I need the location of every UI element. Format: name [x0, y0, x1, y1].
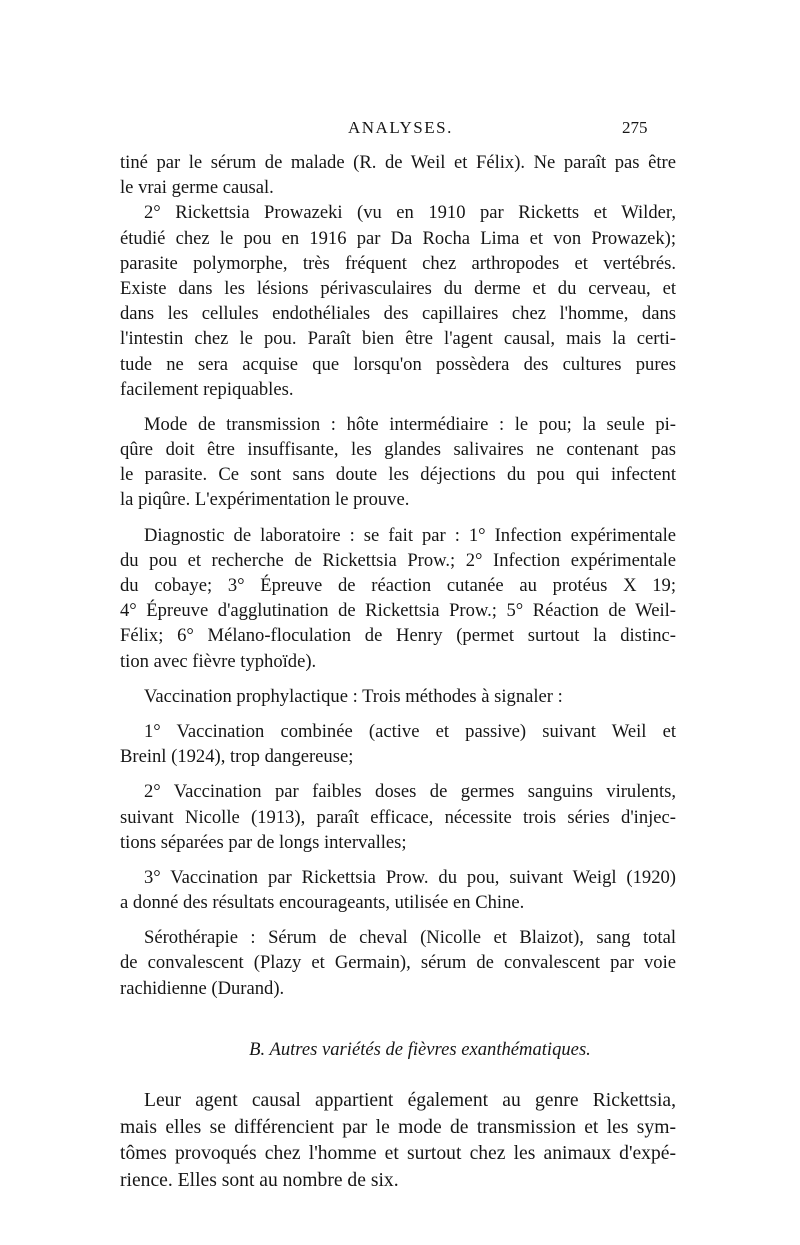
paragraph-continuation — [120, 150, 676, 200]
text-line: suivant Nicolle (1913), paraît efficace, nécessite trois séries d'injec- — [120, 806, 676, 828]
text-line: mais elles se différencient par le mode de transmission et les sym- — [120, 1116, 676, 1138]
paragraph-serotherapie — [120, 925, 676, 1001]
text-line: Leur agent causal appartient également au genre Rickettsia, — [144, 1090, 676, 1111]
paragraph-diagnostic — [120, 523, 676, 674]
text-line: 4° Épreuve d'agglutination de Rickettsia Prow.; 5° Réaction de Weil- — [120, 600, 676, 622]
text-line: Sérothérapie : Sérum de cheval (Nicolle et Blaizot), sang total — [144, 927, 676, 949]
text-line: le vrai germe causal. — [120, 177, 274, 199]
paragraph-vaccination-intro — [120, 684, 676, 709]
text-line: 2° Rickettsia Prowazeki (vu en 1910 par Ricketts et Wilder, — [144, 202, 676, 224]
text-line: rience. Elles sont au nombre de six. — [120, 1169, 399, 1191]
text-line: du pou et recherche de Rickettsia Prow.; 2° Infection expérimentale — [120, 549, 676, 571]
text-line: de convalescent (Plazy et Germain), sérum de convalescent par voie — [120, 952, 676, 974]
paragraph-vaccination-2 — [120, 779, 676, 855]
paragraph-rickettsia-prowazeki — [120, 200, 676, 402]
text-line: facilement repiquables. — [120, 378, 294, 400]
text-line: tiné par le sérum de malade (R. de Weil et Félix). Ne paraît pas être — [120, 152, 676, 173]
text-line: tude ne sera acquise que lorsqu'on possèdera des cultures pures — [120, 353, 676, 375]
text-line: Diagnostic de laboratoire : se fait par : 1° Infection expérimentale — [144, 524, 676, 546]
section-heading: B. Autres variétés de fièvres exanthématiques. — [249, 1038, 591, 1060]
text-line: Vaccination prophylactique : Trois méthodes à signaler : — [144, 685, 563, 707]
text-line: Breinl (1924), trop dangereuse; — [120, 746, 354, 768]
running-title: ANALYSES. — [348, 118, 453, 137]
text-line: Existe dans les lésions périvasculaires du derme et du cerveau, et — [120, 277, 676, 299]
text-line: du cobaye; 3° Épreuve de réaction cutanée au protéus X 19; — [120, 575, 676, 596]
text-line: l'intestin chez le pou. Paraît bien être l'agent causal, mais la certi- — [120, 328, 676, 350]
paragraph-vaccination-1 — [120, 719, 676, 769]
text-line: 2° Vaccination par faibles doses de germes sanguins virulents, — [144, 781, 676, 803]
page-number: 275 — [622, 118, 648, 137]
paragraph-vaccination-3 — [120, 865, 676, 915]
text-line: rachidienne (Durand). — [120, 977, 285, 999]
text-line: étudié chez le pou en 1916 par Da Rocha Lima et von Prowazek); — [120, 227, 676, 249]
text-line: 3° Vaccination par Rickettsia Prow. du pou, suivant Weigl (1920) — [144, 866, 676, 888]
text-line: Félix; 6° Mélano-floculation de Henry (permet surtout la distinc- — [120, 625, 676, 647]
text-line: parasite polymorphe, très fréquent chez arthropodes et vertébrés. — [120, 252, 676, 274]
paragraph-autres-varietes — [120, 1088, 676, 1194]
page-body — [120, 150, 676, 1194]
text-line: qûre doit être insuffisante, les glandes salivaires ne contenant pas — [120, 439, 676, 461]
text-line: tômes provoqués chez l'homme et surtout chez les animaux d'expé- — [120, 1143, 676, 1165]
page-header — [0, 118, 800, 142]
text-line: dans les cellules endothéliales des capillaires chez l'homme, dans — [120, 303, 676, 325]
paragraph-mode-de-transmission — [120, 412, 676, 513]
text-line: a donné des résultats encourageants, utilisée en Chine. — [120, 892, 525, 914]
text-line: tion avec fièvre typhoïde). — [120, 650, 317, 672]
text-line: Mode de transmission : hôte intermédiaire : le pou; la seule pi- — [144, 413, 676, 435]
text-line: 1° Vaccination combinée (active et passive) suivant Weil et — [144, 720, 676, 742]
text-line: la piqûre. L'expérimentation le prouve. — [120, 489, 410, 511]
text-line: le parasite. Ce sont sans doute les déjections du pou qui infectent — [120, 464, 676, 486]
text-line: tions séparées par de longs intervalles; — [120, 831, 407, 853]
